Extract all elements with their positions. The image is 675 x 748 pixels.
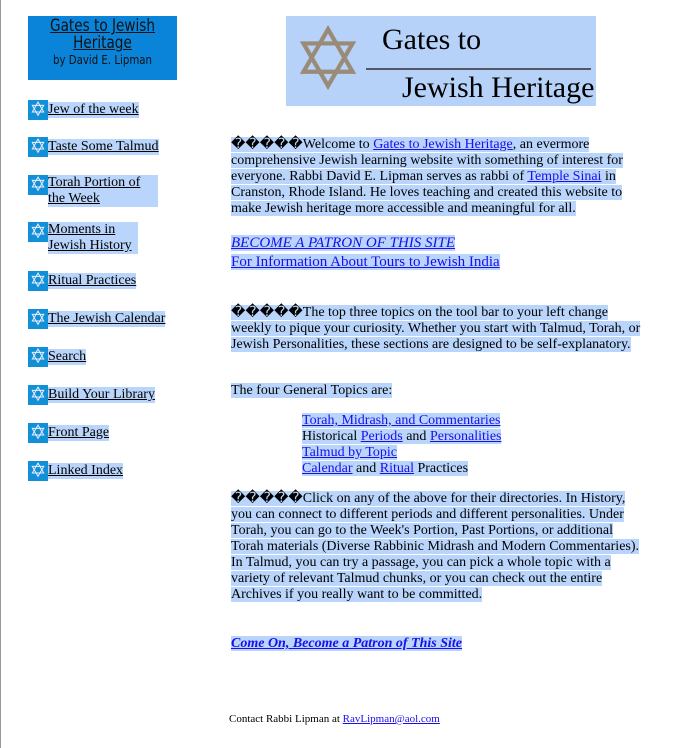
general-topics-text: The four General Topics are: [231,383,393,398]
nav-jewish-calendar[interactable] [28,309,165,329]
periods-link[interactable]: Periods [360,429,403,444]
star-of-david-icon: ✡ [29,99,47,121]
topic-text: Practices [413,461,469,476]
become-patron-link[interactable]: BECOME A PATRON OF THIS SITE [231,235,456,251]
nav-linked-index[interactable] [28,461,123,481]
star-of-david-icon: ✡ [29,270,47,292]
star-of-david-icon: ✡ [29,346,47,368]
personalities-link[interactable]: Personalities [429,429,502,444]
logo-byline: by David E. Lipman [52,53,153,67]
become-patron-link-2[interactable]: Come On, Become a Patron of This Site [231,636,462,651]
directories-text: �����Click on any of the above for their directories. In History, you can connect to different periods and different personalities. Under Torah, you can go to the Week's Portion, Past Portions, or additional Torah materials (Diverse Rabbinic Midrash and Modern Commentaries). In Talmud, you can try a passage, you can pick a whole topic with a variety of relevant Talmud chunks, or you can check out the entire Archives if you really want to be committed. [231,491,640,602]
topic-text: and [402,429,430,444]
intro-paragraph [231,137,641,217]
sidebar-logo[interactable] [28,16,177,80]
nav-link[interactable]: The Jewish Calendar [48,311,166,326]
nav-torah-portion[interactable] [28,175,158,207]
star-of-david-icon: ✡ [29,422,47,444]
temple-sinai-link[interactable]: Temple Sinai [527,169,602,184]
nav-taste-some-talmud[interactable] [28,137,159,157]
directories-paragraph [231,491,641,603]
talmud-link[interactable]: Talmud by Topic [302,445,397,460]
star-of-david-icon: ✡ [292,16,365,106]
site-banner [286,16,596,106]
logo-title: Gates to Jewish Heritage [50,16,155,53]
topic-text: Historical [302,429,361,444]
banner-line2: Jewish Heritage [402,71,595,104]
nav-link[interactable]: Moments in Jewish History [48,222,138,254]
patron-footer-link-wrap [231,636,641,652]
nav-front-page[interactable] [28,423,109,443]
nav-jew-of-the-week[interactable] [28,100,139,120]
star-of-david-icon: ✡ [29,174,47,196]
email-link[interactable]: RavLipman@aol.com [342,713,440,725]
nav-ritual-practices[interactable] [28,271,136,291]
star-of-david-icon: ✡ [29,221,47,243]
india-tours-link[interactable]: For Information About Tours to Jewish India [231,254,500,270]
topic-text: and [352,461,380,476]
star-of-david-icon: ✡ [29,308,47,330]
site-link[interactable]: Gates to Jewish Heritage [373,137,513,152]
nav-link[interactable]: Front Page [48,425,110,440]
nav-build-library[interactable] [28,385,155,405]
general-topics-heading [231,383,641,399]
ritual-link[interactable]: Ritual [379,461,414,476]
topics-paragraph [231,305,641,353]
nav-link[interactable]: Torah Portion of the Week [48,175,158,207]
banner-line1: Gates to [382,23,482,56]
nav-link[interactable]: Build Your Library [48,387,155,402]
contact-text: Contact Rabbi Lipman at [229,713,343,725]
star-of-david-icon: ✡ [29,384,47,406]
nav-moments-history[interactable] [28,222,138,254]
nav-link[interactable]: Search [48,349,87,364]
star-of-david-icon: ✡ [29,136,47,158]
intro-text: , an evermore comprehensive Jewish learning website with something of interest for everyone. Rabbi David E. Lipman serves as rabbi of [231,137,623,184]
nav-link[interactable]: Ritual Practices [48,273,137,288]
promo-links [231,234,641,272]
topics-list [302,413,501,477]
nav-link[interactable]: Taste Some Talmud [48,139,159,154]
nav-link[interactable]: Linked Index [48,463,124,478]
topics-text: �����The top three topics on the tool bar to your left change weekly to pique your curiosity. Whether you start with Talmud, Torah, or Jewish Personalities, these sections are designed to be self-explanatory. [231,305,641,352]
star-of-david-icon: ✡ [29,460,47,482]
nav-search[interactable] [28,347,86,367]
calendar-link[interactable]: Calendar [302,461,353,476]
intro-text: in Cranston, Rhode Island. He loves teaching and created this website to make Jewish heritage more accessible and meaningful for all. [231,169,623,216]
nav-link[interactable]: Jew of the week [48,102,139,117]
contact-line [229,713,440,725]
intro-text: �����Welcome to [231,137,374,152]
torah-link[interactable]: Torah, Midrash, and Commentaries [302,413,501,428]
